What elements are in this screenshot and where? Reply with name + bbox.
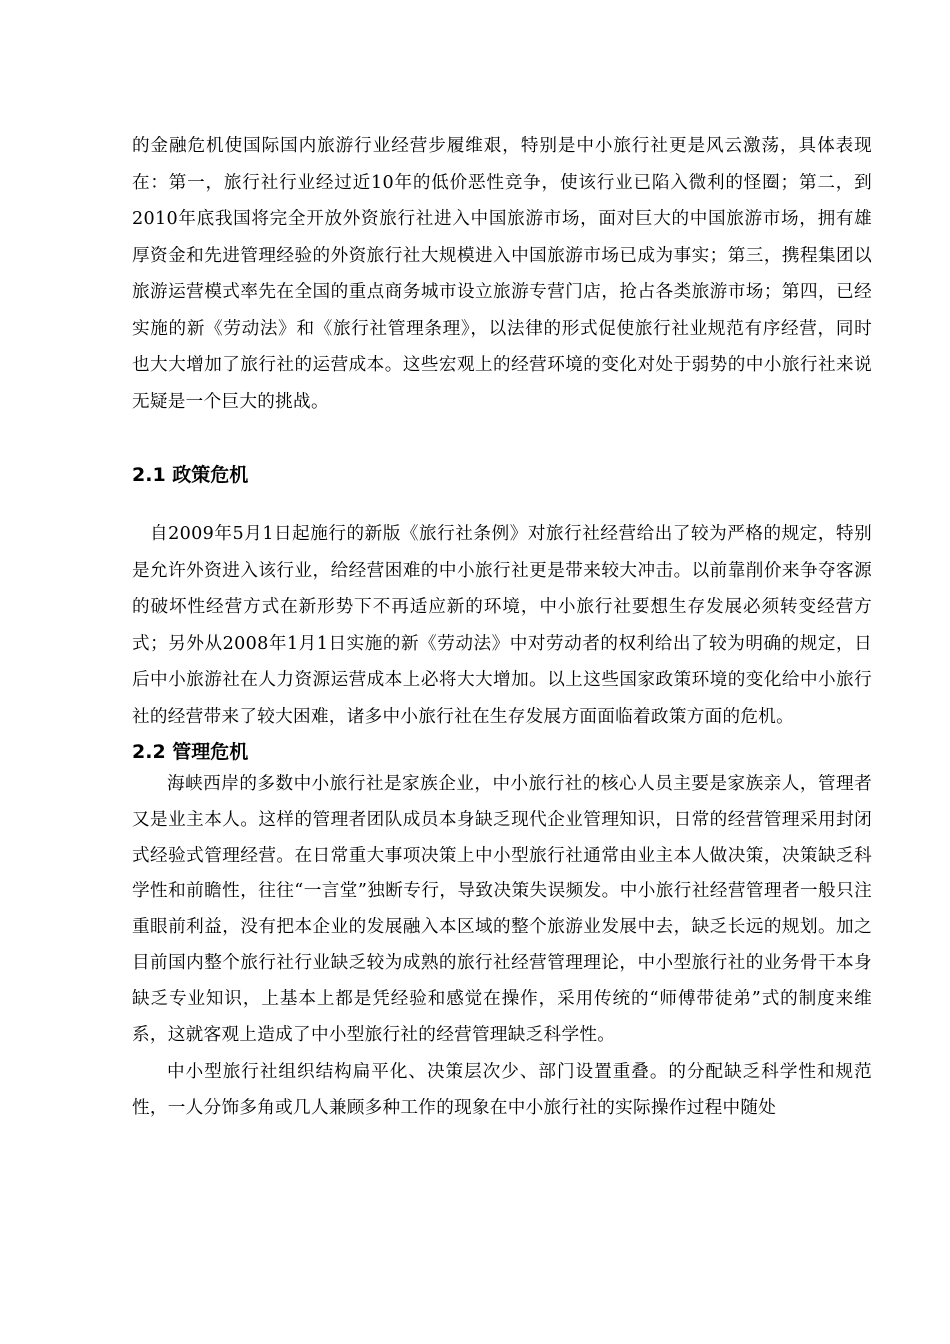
section-heading-policy-crisis: 2.1 政策危机 <box>132 464 249 486</box>
document-page <box>132 128 872 1127</box>
intro-paragraph: 的金融危机使国际国内旅游行业经营步履维艰，特别是中小旅行社更是风云激荡，具体表现在：第一，旅行社行业经过近10年的低价恶性竞争，使该行业已陷入微利的怪圈；第二，到2010年底我国将完全开放外资旅行社进入中国旅游市场，面对巨大的中国旅游市场，拥有雄厚资金和先进管理经验的外资旅行社大规模进入中国旅游市场已成为事实；第三，携程集团以旅游运营模式率先在全国的重点商务城市设立旅游专营门店，抢占各类旅游市场；第四，已经实施的新《劳动法》和《旅行社管理条理》，以法律的形式促使旅行社业规范有序经营，同时也大大增加了旅行社的运营成本。这些宏观上的经营环境的变化对处于弱势的中小旅行社来说无疑是一个巨大的挑战。 <box>132 136 872 412</box>
management-crisis-paragraph-2: 中小型旅行社组织结构扁平化、决策层次少、部门设置重叠。的分配缺乏科学性和规范性，一人分饰多角或几人兼顾多种工作的现象在中小旅行社的实际操作过程中随处 <box>132 1062 872 1119</box>
management-crisis-paragraph-1: 海峡西岸的多数中小旅行社是家族企业，中小旅行社的核心人员主要是家族亲人，管理者又是业主本人。这样的管理者团队成员本身缺乏现代企业管理知识，日常的经营管理采用封闭式经验式管理经营。在日常重大事项决策上中小型旅行社通常由业主本人做决策，决策缺乏科学性和前瞻性，往往“一言堂”独断专行，导致决策失误频发。中小旅行社经营管理者一般只注重眼前利益，没有把本企业的发展融入本区域的整个旅游业发展中去，缺乏长远的规划。加之目前国内整个旅行社行业缺乏较为成熟的旅行社经营管理理论，中小型旅行社的业务骨干本身缺乏专业知识，上基本上都是凭经验和感觉在操作，采用传统的“师傅带徒弟”式的制度来维系，这就客观上造成了中小型旅行社的经营管理缺乏科学性。 <box>132 774 872 1045</box>
policy-crisis-paragraph: 自2009年5月1日起施行的新版《旅行社条例》对旅行社经营给出了较为严格的规定，特别是允许外资进入该行业，给经营困难的中小旅行社更是带来较大冲击。以前靠削价来争夺客源的破坏性经营方式在新形势下不再适应新的环境，中小旅行社要想生存发展必须转变经营方式；另外从2008年1月1日实施的新《劳动法》中对劳动者的权利给出了较为明确的规定，日后中小旅游社在人力资源运营成本上必将大大增加。以上这些国家政策环境的变化给中小旅行社的经营带来了较大困难，诸多中小旅行社在生存发展方面面临着政策方面的危机。 <box>132 524 872 727</box>
section-heading-management-crisis: 2.2 管理危机 <box>132 741 249 763</box>
